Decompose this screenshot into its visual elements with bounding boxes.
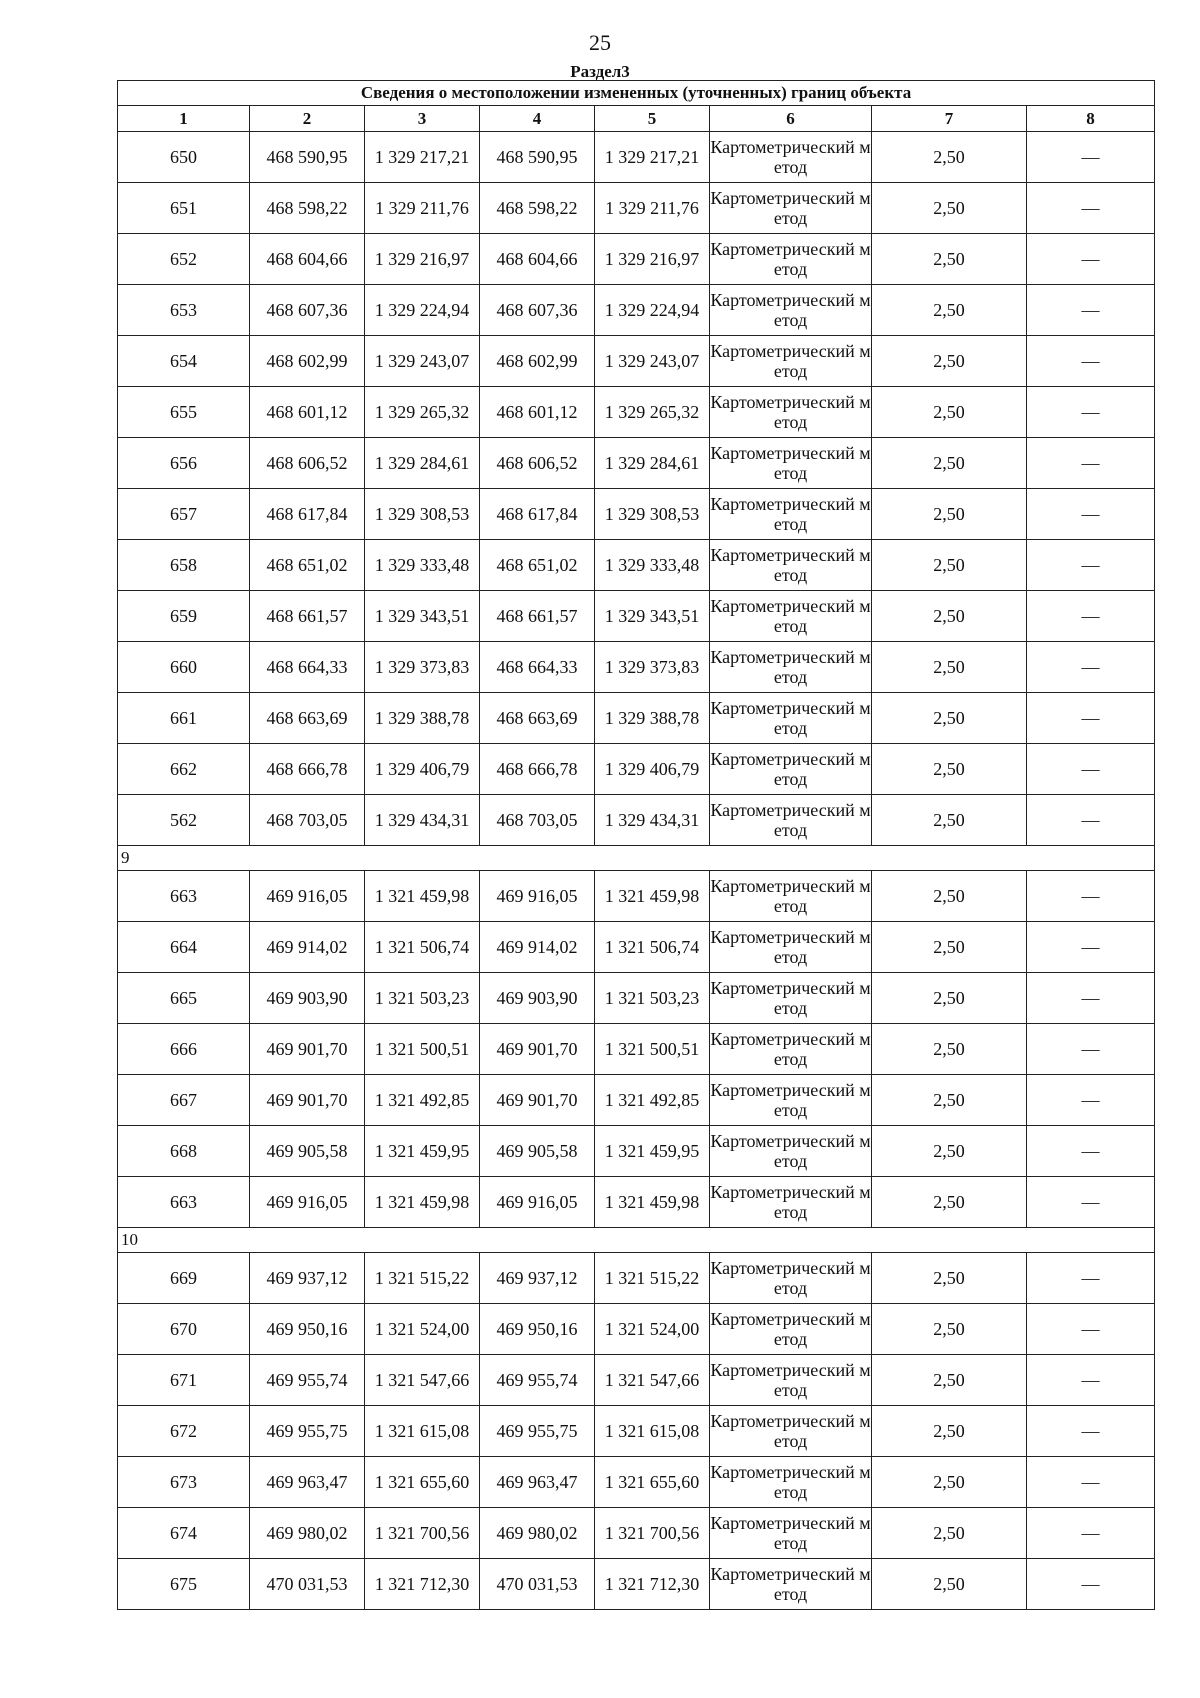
table-row [118, 1075, 1155, 1126]
accuracy-cell: 2,50 [872, 336, 1027, 387]
existing-y-cell: 1 321 615,08 [365, 1406, 480, 1457]
table-row [118, 1355, 1155, 1406]
accuracy-cell: 2,50 [872, 1355, 1027, 1406]
table-row [118, 642, 1155, 693]
new-y-cell: 1 329 284,61 [595, 438, 710, 489]
determination-method-cell: Картометрический метод [710, 1559, 872, 1610]
new-x-cell: 468 606,52 [480, 438, 595, 489]
existing-y-cell: 1 329 373,83 [365, 642, 480, 693]
table-row [118, 973, 1155, 1024]
existing-x-cell: 469 955,74 [250, 1355, 365, 1406]
existing-x-cell: 468 606,52 [250, 438, 365, 489]
point-description-cell: — [1027, 1508, 1155, 1559]
new-y-cell: 1 329 388,78 [595, 693, 710, 744]
existing-y-cell: 1 321 459,95 [365, 1126, 480, 1177]
point-description-cell: — [1027, 922, 1155, 973]
table-row [118, 336, 1155, 387]
new-y-cell: 1 329 434,31 [595, 795, 710, 846]
new-x-cell: 468 602,99 [480, 336, 595, 387]
new-y-cell: 1 321 712,30 [595, 1559, 710, 1610]
existing-x-cell: 469 950,16 [250, 1304, 365, 1355]
determination-method-cell: Картометрический метод [710, 387, 872, 438]
existing-y-cell: 1 321 712,30 [365, 1559, 480, 1610]
table-row [118, 1177, 1155, 1228]
new-x-cell: 468 651,02 [480, 540, 595, 591]
new-x-cell: 469 916,05 [480, 1177, 595, 1228]
table-row [118, 183, 1155, 234]
point-number-cell: 562 [118, 795, 250, 846]
new-x-cell: 468 663,69 [480, 693, 595, 744]
existing-x-cell: 468 617,84 [250, 489, 365, 540]
existing-y-cell: 1 329 333,48 [365, 540, 480, 591]
accuracy-cell: 2,50 [872, 1177, 1027, 1228]
existing-y-cell: 1 329 284,61 [365, 438, 480, 489]
table-row [118, 540, 1155, 591]
existing-y-cell: 1 329 343,51 [365, 591, 480, 642]
new-y-cell: 1 329 333,48 [595, 540, 710, 591]
point-description-cell: — [1027, 1253, 1155, 1304]
existing-x-cell: 469 955,75 [250, 1406, 365, 1457]
new-y-cell: 1 321 700,56 [595, 1508, 710, 1559]
new-x-cell: 468 598,22 [480, 183, 595, 234]
contour-number: 9 [118, 846, 1155, 871]
contour-group-row [118, 1228, 1155, 1253]
column-number-header: 6 [710, 106, 872, 132]
new-x-cell: 469 905,58 [480, 1126, 595, 1177]
point-description-cell: — [1027, 744, 1155, 795]
point-number-cell: 670 [118, 1304, 250, 1355]
existing-x-cell: 469 963,47 [250, 1457, 365, 1508]
table-row [118, 1304, 1155, 1355]
point-number-cell: 665 [118, 973, 250, 1024]
point-description-cell: — [1027, 1304, 1155, 1355]
point-description-cell: — [1027, 1559, 1155, 1610]
determination-method-cell: Картометрический метод [710, 183, 872, 234]
existing-y-cell: 1 329 388,78 [365, 693, 480, 744]
table-row [118, 922, 1155, 973]
new-x-cell: 469 955,75 [480, 1406, 595, 1457]
new-x-cell: 468 666,78 [480, 744, 595, 795]
determination-method-cell: Картометрический метод [710, 871, 872, 922]
determination-method-cell: Картометрический метод [710, 234, 872, 285]
point-number-cell: 654 [118, 336, 250, 387]
point-description-cell: — [1027, 693, 1155, 744]
point-number-cell: 668 [118, 1126, 250, 1177]
point-description-cell: — [1027, 1406, 1155, 1457]
point-number-cell: 653 [118, 285, 250, 336]
contour-number: 10 [118, 1228, 1155, 1253]
point-description-cell: — [1027, 591, 1155, 642]
new-x-cell: 468 703,05 [480, 795, 595, 846]
existing-x-cell: 470 031,53 [250, 1559, 365, 1610]
existing-y-cell: 1 321 492,85 [365, 1075, 480, 1126]
new-x-cell: 468 590,95 [480, 132, 595, 183]
point-number-cell: 663 [118, 1177, 250, 1228]
new-x-cell: 468 617,84 [480, 489, 595, 540]
point-description-cell: — [1027, 438, 1155, 489]
existing-y-cell: 1 321 503,23 [365, 973, 480, 1024]
accuracy-cell: 2,50 [872, 591, 1027, 642]
point-description-cell: — [1027, 795, 1155, 846]
table-row [118, 871, 1155, 922]
table-row [118, 1457, 1155, 1508]
point-number-cell: 663 [118, 871, 250, 922]
point-number-cell: 671 [118, 1355, 250, 1406]
contour-group-row [118, 846, 1155, 871]
existing-x-cell: 468 666,78 [250, 744, 365, 795]
determination-method-cell: Картометрический метод [710, 973, 872, 1024]
table-title-row [118, 81, 1155, 106]
determination-method-cell: Картометрический метод [710, 1406, 872, 1457]
existing-y-cell: 1 321 506,74 [365, 922, 480, 973]
existing-y-cell: 1 321 655,60 [365, 1457, 480, 1508]
table-row [118, 1126, 1155, 1177]
table-body [118, 132, 1155, 1610]
accuracy-cell: 2,50 [872, 438, 1027, 489]
existing-y-cell: 1 321 459,98 [365, 1177, 480, 1228]
point-number-cell: 673 [118, 1457, 250, 1508]
existing-y-cell: 1 321 500,51 [365, 1024, 480, 1075]
point-number-cell: 658 [118, 540, 250, 591]
existing-x-cell: 469 916,05 [250, 1177, 365, 1228]
determination-method-cell: Картометрический метод [710, 922, 872, 973]
new-y-cell: 1 321 492,85 [595, 1075, 710, 1126]
determination-method-cell: Картометрический метод [710, 285, 872, 336]
determination-method-cell: Картометрический метод [710, 1253, 872, 1304]
determination-method-cell: Картометрический метод [710, 1126, 872, 1177]
accuracy-cell: 2,50 [872, 1508, 1027, 1559]
determination-method-cell: Картометрический метод [710, 540, 872, 591]
determination-method-cell: Картометрический метод [710, 1508, 872, 1559]
existing-x-cell: 469 905,58 [250, 1126, 365, 1177]
column-number-header: 8 [1027, 106, 1155, 132]
existing-x-cell: 469 980,02 [250, 1508, 365, 1559]
determination-method-cell: Картометрический метод [710, 693, 872, 744]
table-row [118, 234, 1155, 285]
table-row [118, 285, 1155, 336]
new-y-cell: 1 321 615,08 [595, 1406, 710, 1457]
new-x-cell: 469 901,70 [480, 1024, 595, 1075]
existing-y-cell: 1 321 547,66 [365, 1355, 480, 1406]
new-x-cell: 470 031,53 [480, 1559, 595, 1610]
point-number-cell: 657 [118, 489, 250, 540]
point-number-cell: 652 [118, 234, 250, 285]
point-description-cell: — [1027, 1024, 1155, 1075]
existing-y-cell: 1 329 265,32 [365, 387, 480, 438]
determination-method-cell: Картометрический метод [710, 1024, 872, 1075]
accuracy-cell: 2,50 [872, 285, 1027, 336]
existing-y-cell: 1 321 459,98 [365, 871, 480, 922]
table-row [118, 1253, 1155, 1304]
new-y-cell: 1 321 459,98 [595, 1177, 710, 1228]
point-number-cell: 664 [118, 922, 250, 973]
new-x-cell: 469 903,90 [480, 973, 595, 1024]
existing-y-cell: 1 321 700,56 [365, 1508, 480, 1559]
point-description-cell: — [1027, 1355, 1155, 1406]
table-row [118, 438, 1155, 489]
existing-x-cell: 468 663,69 [250, 693, 365, 744]
accuracy-cell: 2,50 [872, 1559, 1027, 1610]
existing-x-cell: 468 602,99 [250, 336, 365, 387]
column-number-header: 7 [872, 106, 1027, 132]
point-number-cell: 660 [118, 642, 250, 693]
point-description-cell: — [1027, 540, 1155, 591]
accuracy-cell: 2,50 [872, 1457, 1027, 1508]
accuracy-cell: 2,50 [872, 234, 1027, 285]
determination-method-cell: Картометрический метод [710, 1177, 872, 1228]
new-y-cell: 1 329 224,94 [595, 285, 710, 336]
column-number-header: 4 [480, 106, 595, 132]
point-description-cell: — [1027, 336, 1155, 387]
new-y-cell: 1 329 343,51 [595, 591, 710, 642]
new-y-cell: 1 321 500,51 [595, 1024, 710, 1075]
point-number-cell: 659 [118, 591, 250, 642]
accuracy-cell: 2,50 [872, 642, 1027, 693]
new-y-cell: 1 321 524,00 [595, 1304, 710, 1355]
existing-y-cell: 1 329 216,97 [365, 234, 480, 285]
point-number-cell: 674 [118, 1508, 250, 1559]
determination-method-cell: Картометрический метод [710, 438, 872, 489]
point-description-cell: — [1027, 489, 1155, 540]
column-number-row [118, 106, 1155, 132]
accuracy-cell: 2,50 [872, 489, 1027, 540]
existing-y-cell: 1 329 308,53 [365, 489, 480, 540]
existing-x-cell: 469 937,12 [250, 1253, 365, 1304]
new-x-cell: 468 604,66 [480, 234, 595, 285]
new-y-cell: 1 321 655,60 [595, 1457, 710, 1508]
new-y-cell: 1 329 217,21 [595, 132, 710, 183]
determination-method-cell: Картометрический метод [710, 744, 872, 795]
accuracy-cell: 2,50 [872, 1406, 1027, 1457]
existing-y-cell: 1 329 406,79 [365, 744, 480, 795]
table-row [118, 1024, 1155, 1075]
boundary-coordinates-table [117, 80, 1155, 1610]
existing-x-cell: 468 607,36 [250, 285, 365, 336]
column-number-header: 5 [595, 106, 710, 132]
point-number-cell: 650 [118, 132, 250, 183]
existing-x-cell: 469 903,90 [250, 973, 365, 1024]
existing-y-cell: 1 329 243,07 [365, 336, 480, 387]
new-x-cell: 468 661,57 [480, 591, 595, 642]
point-number-cell: 655 [118, 387, 250, 438]
new-x-cell: 469 980,02 [480, 1508, 595, 1559]
accuracy-cell: 2,50 [872, 1304, 1027, 1355]
accuracy-cell: 2,50 [872, 1024, 1027, 1075]
determination-method-cell: Картометрический метод [710, 1355, 872, 1406]
determination-method-cell: Картометрический метод [710, 1457, 872, 1508]
existing-x-cell: 468 703,05 [250, 795, 365, 846]
determination-method-cell: Картометрический метод [710, 642, 872, 693]
accuracy-cell: 2,50 [872, 871, 1027, 922]
accuracy-cell: 2,50 [872, 540, 1027, 591]
new-y-cell: 1 321 503,23 [595, 973, 710, 1024]
accuracy-cell: 2,50 [872, 693, 1027, 744]
determination-method-cell: Картометрический метод [710, 489, 872, 540]
point-description-cell: — [1027, 183, 1155, 234]
page-number: 25 [589, 30, 611, 55]
new-y-cell: 1 329 308,53 [595, 489, 710, 540]
existing-x-cell: 468 664,33 [250, 642, 365, 693]
existing-x-cell: 469 914,02 [250, 922, 365, 973]
point-number-cell: 675 [118, 1559, 250, 1610]
new-x-cell: 468 601,12 [480, 387, 595, 438]
existing-x-cell: 469 916,05 [250, 871, 365, 922]
accuracy-cell: 2,50 [872, 387, 1027, 438]
existing-y-cell: 1 321 524,00 [365, 1304, 480, 1355]
new-x-cell: 469 937,12 [480, 1253, 595, 1304]
accuracy-cell: 2,50 [872, 744, 1027, 795]
table-title: Сведения о местоположении измененных (уточненных) границ объекта [118, 81, 1155, 106]
new-x-cell: 469 916,05 [480, 871, 595, 922]
point-description-cell: — [1027, 1075, 1155, 1126]
existing-y-cell: 1 329 211,76 [365, 183, 480, 234]
point-number-cell: 669 [118, 1253, 250, 1304]
table-row [118, 1406, 1155, 1457]
new-x-cell: 468 664,33 [480, 642, 595, 693]
point-description-cell: — [1027, 285, 1155, 336]
point-description-cell: — [1027, 1126, 1155, 1177]
new-y-cell: 1 321 506,74 [595, 922, 710, 973]
table-row [118, 132, 1155, 183]
new-x-cell: 469 901,70 [480, 1075, 595, 1126]
column-number-header: 2 [250, 106, 365, 132]
point-number-cell: 666 [118, 1024, 250, 1075]
accuracy-cell: 2,50 [872, 795, 1027, 846]
existing-x-cell: 468 661,57 [250, 591, 365, 642]
table-row [118, 1508, 1155, 1559]
section-title: Раздел3 [570, 62, 630, 81]
point-description-cell: — [1027, 642, 1155, 693]
accuracy-cell: 2,50 [872, 922, 1027, 973]
new-x-cell: 469 963,47 [480, 1457, 595, 1508]
accuracy-cell: 2,50 [872, 973, 1027, 1024]
table-row [118, 744, 1155, 795]
point-description-cell: — [1027, 234, 1155, 285]
existing-x-cell: 469 901,70 [250, 1024, 365, 1075]
accuracy-cell: 2,50 [872, 1253, 1027, 1304]
existing-x-cell: 468 651,02 [250, 540, 365, 591]
point-number-cell: 661 [118, 693, 250, 744]
existing-y-cell: 1 321 515,22 [365, 1253, 480, 1304]
new-x-cell: 468 607,36 [480, 285, 595, 336]
existing-x-cell: 468 598,22 [250, 183, 365, 234]
table-row [118, 795, 1155, 846]
accuracy-cell: 2,50 [872, 183, 1027, 234]
existing-y-cell: 1 329 434,31 [365, 795, 480, 846]
new-y-cell: 1 329 216,97 [595, 234, 710, 285]
new-y-cell: 1 329 243,07 [595, 336, 710, 387]
determination-method-cell: Картометрический метод [710, 591, 872, 642]
determination-method-cell: Картометрический метод [710, 795, 872, 846]
accuracy-cell: 2,50 [872, 1126, 1027, 1177]
new-y-cell: 1 329 373,83 [595, 642, 710, 693]
point-description-cell: — [1027, 973, 1155, 1024]
column-number-header: 1 [118, 106, 250, 132]
point-number-cell: 656 [118, 438, 250, 489]
column-number-header: 3 [365, 106, 480, 132]
new-y-cell: 1 321 459,95 [595, 1126, 710, 1177]
new-y-cell: 1 321 459,98 [595, 871, 710, 922]
point-number-cell: 667 [118, 1075, 250, 1126]
new-x-cell: 469 955,74 [480, 1355, 595, 1406]
existing-x-cell: 468 604,66 [250, 234, 365, 285]
new-x-cell: 469 914,02 [480, 922, 595, 973]
point-description-cell: — [1027, 871, 1155, 922]
new-y-cell: 1 329 265,32 [595, 387, 710, 438]
table-row [118, 693, 1155, 744]
point-number-cell: 672 [118, 1406, 250, 1457]
accuracy-cell: 2,50 [872, 132, 1027, 183]
point-description-cell: — [1027, 132, 1155, 183]
existing-x-cell: 468 601,12 [250, 387, 365, 438]
table-row [118, 387, 1155, 438]
point-description-cell: — [1027, 1177, 1155, 1228]
new-x-cell: 469 950,16 [480, 1304, 595, 1355]
point-number-cell: 651 [118, 183, 250, 234]
determination-method-cell: Картометрический метод [710, 336, 872, 387]
table-row [118, 489, 1155, 540]
table-row [118, 1559, 1155, 1610]
existing-y-cell: 1 329 217,21 [365, 132, 480, 183]
new-y-cell: 1 321 547,66 [595, 1355, 710, 1406]
new-y-cell: 1 329 211,76 [595, 183, 710, 234]
point-description-cell: — [1027, 387, 1155, 438]
determination-method-cell: Картометрический метод [710, 1304, 872, 1355]
point-description-cell: — [1027, 1457, 1155, 1508]
existing-y-cell: 1 329 224,94 [365, 285, 480, 336]
existing-x-cell: 468 590,95 [250, 132, 365, 183]
existing-x-cell: 469 901,70 [250, 1075, 365, 1126]
table-row [118, 591, 1155, 642]
determination-method-cell: Картометрический метод [710, 132, 872, 183]
accuracy-cell: 2,50 [872, 1075, 1027, 1126]
new-y-cell: 1 329 406,79 [595, 744, 710, 795]
point-number-cell: 662 [118, 744, 250, 795]
new-y-cell: 1 321 515,22 [595, 1253, 710, 1304]
determination-method-cell: Картометрический метод [710, 1075, 872, 1126]
